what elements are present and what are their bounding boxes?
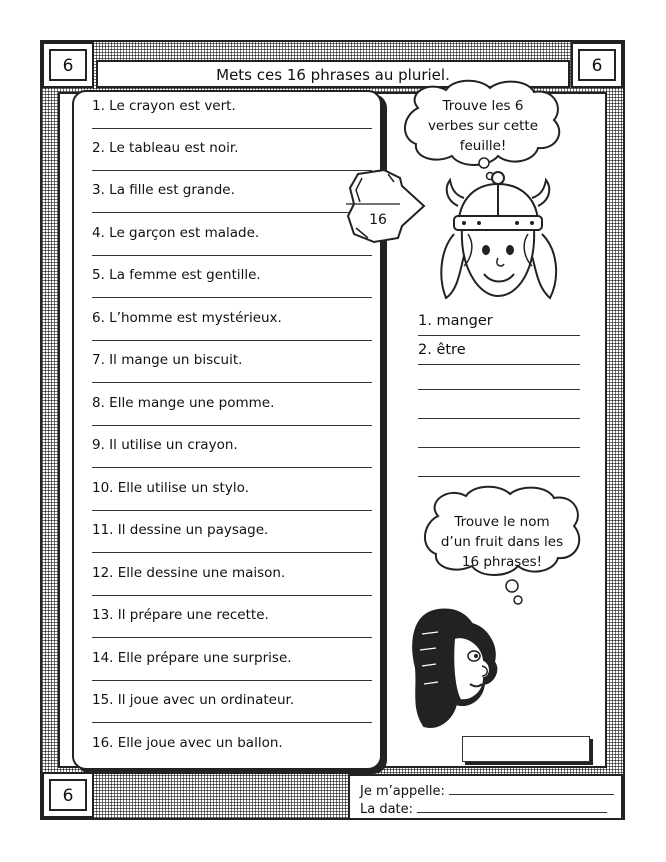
sentence-item [92, 225, 372, 267]
sentence-text: 1. Le crayon est vert. [92, 98, 236, 114]
sentence-item [92, 352, 372, 394]
bubble-bottom-line: d’un fruit dans les [440, 534, 564, 550]
corner-number-bottom-left [42, 772, 94, 818]
viking-girl-illustration [424, 170, 572, 310]
verb-answer[interactable]: 1. manger [418, 313, 580, 336]
bubble-top-line: feuille! [459, 138, 507, 154]
sentence-item [92, 692, 372, 734]
worksheet-number: 6 [49, 779, 87, 811]
sentence-item [92, 267, 372, 309]
sentence-text: 7. Il mange un biscuit. [92, 352, 243, 368]
sentence-item [92, 607, 372, 649]
name-row [360, 782, 614, 799]
sentence-text: 5. La femme est gentille. [92, 267, 261, 283]
answer-line[interactable] [92, 425, 372, 426]
sentence-text: 15. Il joue avec un ordinateur. [92, 692, 295, 708]
sentence-item [92, 650, 372, 692]
verb-answer-line[interactable] [418, 447, 580, 448]
date-row [360, 800, 607, 817]
thinking-woman-illustration [408, 604, 518, 734]
sentence-item [92, 437, 372, 479]
bubble-top-line: Trouve les 6 [442, 98, 524, 114]
bubble-top-text [418, 96, 548, 156]
bubble-bottom-text [436, 512, 568, 572]
answer-line[interactable] [92, 212, 372, 213]
sentence-text: 8. Elle mange une pomme. [92, 395, 275, 411]
answer-line[interactable] [92, 637, 372, 638]
answer-line[interactable] [92, 128, 372, 129]
sentence-item [92, 140, 372, 182]
bubble-bottom-line: Trouve le nom [454, 514, 550, 530]
worksheet-number: 6 [578, 49, 616, 81]
sentence-text: 16. Elle joue avec un ballon. [92, 735, 283, 751]
sentence-text: 9. Il utilise un crayon. [92, 437, 238, 453]
verb-answer-line[interactable] [418, 476, 580, 477]
sentence-text: 12. Elle dessine une maison. [92, 565, 286, 581]
sentence-panel [72, 90, 382, 770]
answer-line[interactable] [92, 722, 372, 723]
sentence-text: 10. Elle utilise un stylo. [92, 480, 249, 496]
sentence-text: 3. La fille est grande. [92, 182, 235, 198]
answer-line[interactable] [92, 595, 372, 596]
sentence-text: 14. Elle prépare une surprise. [92, 650, 292, 666]
answer-line[interactable] [92, 382, 372, 383]
name-field[interactable] [449, 782, 614, 795]
answer-line[interactable] [92, 467, 372, 468]
sentence-text: 6. L’homme est mystérieux. [92, 310, 282, 326]
student-info-box [348, 774, 623, 820]
bubble-bottom-line: 16 phrases! [461, 554, 543, 570]
corner-number-top-right [571, 42, 623, 88]
sentence-item [92, 565, 372, 607]
sentence-item [92, 735, 372, 777]
sentence-item [92, 310, 372, 352]
name-label: Je m’appelle: [360, 784, 445, 799]
sentence-item [92, 98, 372, 140]
verb-answer-line[interactable] [418, 418, 580, 419]
sentence-item [92, 395, 372, 437]
count-badge-number: 16 [369, 212, 387, 228]
bubble-top-line: verbes sur cette [427, 118, 539, 134]
sentence-text: 2. Le tableau est noir. [92, 140, 239, 156]
answer-line[interactable] [92, 297, 372, 298]
worksheet-number: 6 [49, 49, 87, 81]
sentence-item [92, 522, 372, 564]
sentence-item [92, 182, 372, 224]
verb-answer-line[interactable] [418, 389, 580, 390]
instruction-title: Mets ces 16 phrases au pluriel. [96, 60, 570, 88]
answer-line[interactable] [92, 255, 372, 256]
date-label: La date: [360, 802, 414, 817]
corner-number-top-left [42, 42, 94, 88]
fruit-answer-box[interactable] [462, 736, 590, 762]
sentence-item [92, 480, 372, 522]
sentence-text: 13. Il prépare une recette. [92, 607, 269, 623]
date-field[interactable] [417, 800, 607, 813]
answer-line[interactable] [92, 680, 372, 681]
answer-line[interactable] [92, 340, 372, 341]
answer-line[interactable] [92, 552, 372, 553]
answer-line[interactable] [92, 170, 372, 171]
sentence-text: 11. Il dessine un paysage. [92, 522, 269, 538]
answer-line[interactable] [92, 510, 372, 511]
verb-answer[interactable]: 2. être [418, 342, 580, 365]
sentence-text: 4. Le garçon est malade. [92, 225, 260, 241]
